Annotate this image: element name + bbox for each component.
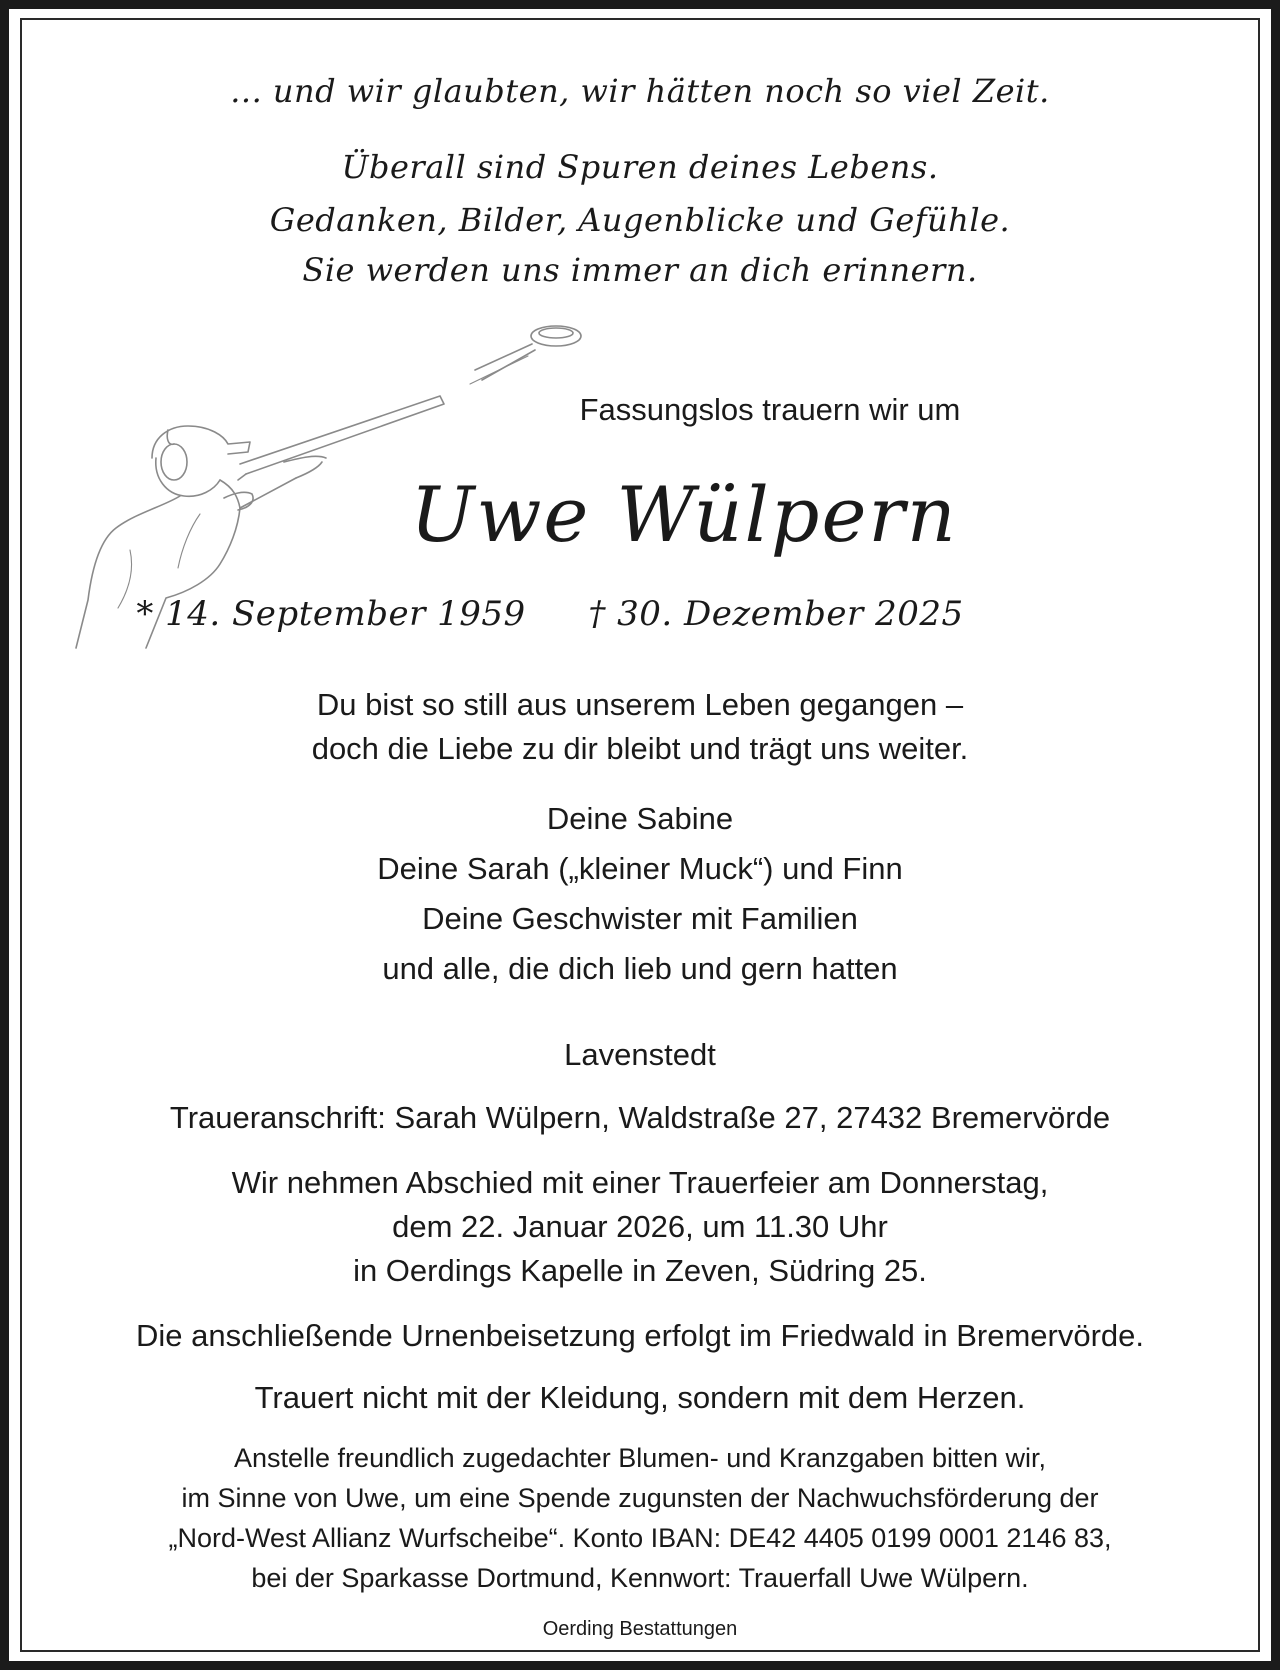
- poem-line-3: Gedanken, Bilder, Augenblicke und Gefühle.: [269, 201, 1011, 239]
- mourning-address: Traueranschrift: Sarah Wülpern, Waldstraße 27, 27432 Bremervörde: [169, 1100, 1111, 1135]
- place: Lavenstedt: [564, 1037, 716, 1072]
- ceremony-line-2: dem 22. Januar 2026, um 11.30 Uhr: [392, 1209, 888, 1244]
- poem-line-2: Überall sind Spuren deines Lebens.: [341, 148, 939, 186]
- funeral-home: Oerding Bestattungen: [542, 1618, 738, 1640]
- mourner-3: Deine Geschwister mit Familien: [422, 901, 858, 936]
- mourner-1: Deine Sabine: [546, 801, 734, 836]
- birth-date: * 14. September 1959: [136, 594, 526, 634]
- life-dates: [0, 594, 1190, 634]
- donation-line-2: im Sinne von Uwe, um eine Spende zugunsten der Nachwuchsförderung der: [181, 1483, 1099, 1513]
- donation-line-3: „Nord-West Allianz Wurfscheibe“. Konto IBAN: DE42 4405 0199 0001 2146 83,: [168, 1523, 1112, 1553]
- intro-text: Fassungslos trauern wir um: [579, 392, 961, 427]
- deceased-name: Uwe Wülpern: [410, 470, 958, 559]
- quote-line-1: Du bist so still aus unserem Leben gegangen –: [316, 687, 964, 722]
- burial-text: Die anschließende Urnenbeisetzung erfolgt im Friedwald in Bremervörde.: [136, 1318, 1144, 1353]
- ceremony-line-3: in Oerdings Kapelle in Zeven, Südring 25.: [353, 1253, 927, 1288]
- poem-line-1: ... und wir glaubten, wir hätten noch so viel Zeit.: [230, 72, 1050, 110]
- dress-note: Trauert nicht mit der Kleidung, sondern mit dem Herzen.: [254, 1380, 1026, 1415]
- mourner-4: und alle, die dich lieb und gern hatten: [382, 951, 898, 986]
- poem-line-4: Sie werden uns immer an dich erinnern.: [302, 251, 978, 289]
- donation-line-1: Anstelle freundlich zugedachter Blumen- und Kranzgaben bitten wir,: [234, 1443, 1046, 1473]
- death-date: † 30. Dezember 2025: [588, 594, 964, 634]
- ceremony-line-1: Wir nehmen Abschied mit einer Trauerfeier am Donnerstag,: [231, 1165, 1049, 1200]
- mourner-2: Deine Sarah („kleiner Muck“) und Finn: [377, 851, 903, 886]
- quote-line-2: doch die Liebe zu dir bleibt und trägt uns weiter.: [311, 731, 969, 766]
- donation-line-4: bei der Sparkasse Dortmund, Kennwort: Trauerfall Uwe Wülpern.: [251, 1563, 1029, 1593]
